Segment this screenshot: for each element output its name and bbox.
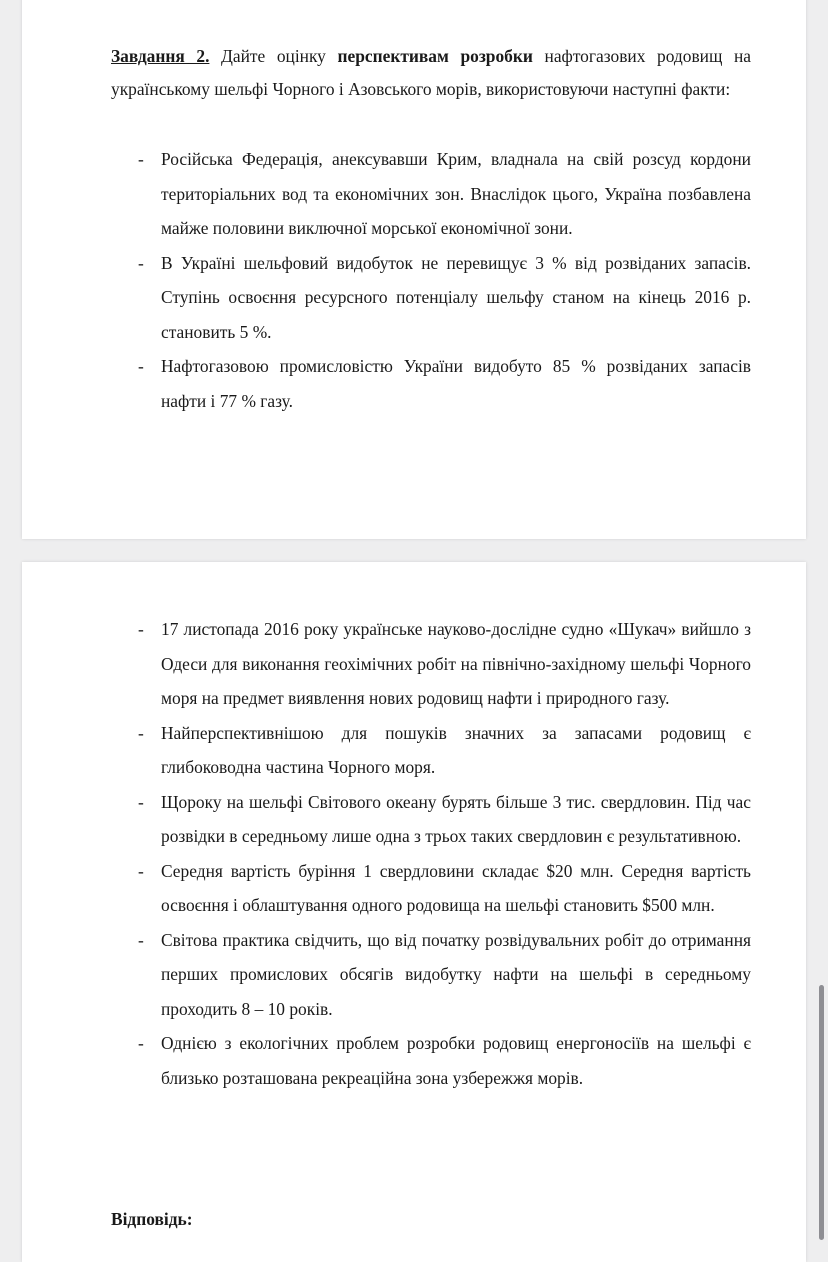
task-statement xyxy=(111,40,751,106)
list-item xyxy=(22,349,751,418)
list-item xyxy=(22,854,751,923)
bullet-dash: - xyxy=(138,929,144,950)
facts-list-page-1 xyxy=(22,142,806,418)
list-item xyxy=(22,246,751,350)
bullet-dash: - xyxy=(138,356,144,376)
task-text-start: Дайте оцінку xyxy=(209,46,338,66)
answer-label: Відповідь: xyxy=(111,1209,193,1229)
document-page-2 xyxy=(22,562,806,1262)
bullet-dash: - xyxy=(138,619,144,639)
list-item xyxy=(22,785,751,854)
task-text-end: нафтогазових родовищ на українському шельфі Чорного і Азовського морів, використовуючи наступні факти: xyxy=(111,46,751,99)
list-item-text: Світова практика свідчить, що від початку розвідувальних робіт до отримання перших промислових обсягів видобутку нафти на шельфі в середньому проходить 8 – 10 років. xyxy=(161,929,751,1019)
list-item xyxy=(22,142,751,246)
bullet-dash: - xyxy=(138,1033,144,1053)
list-item-text: В Україні шельфовий видобуток не перевищує 3 % від розвіданих запасів. Ступінь освоєння ресурсного потенціалу шельфу станом на кінець 2016 р. становить 5 %. xyxy=(161,252,751,342)
list-item-text: Російська Федерація, анексувавши Крим, владнала на свій розсуд кордони територіальних вод та економічних зон. Внаслідок цього, Україна позбавлена майже половини виключної морської економічної зони. xyxy=(161,149,751,238)
list-item-text: 17 листопада 2016 року українське науково-дослідне судно «Шукач» вийшло з Одеси для виконання геохімічних робіт на північно-західному шельфі Чорного моря на предмет виявлення нових родовищ нафти і природного газу. xyxy=(161,619,751,708)
list-item xyxy=(22,612,751,716)
list-item-text: Однією з екологічних проблем розробки родовищ енергоносіїв на шельфі є близько розташована рекреаційна зона узбережжя морів. xyxy=(161,1033,751,1088)
list-item-text: Найперспективнішою для пошуків значних за запасами родовищ є глибоководна частина Чорного моря. xyxy=(161,722,751,777)
facts-list-page-2 xyxy=(22,612,806,1095)
bullet-dash: - xyxy=(138,791,144,812)
list-item xyxy=(22,716,751,785)
bullet-dash: - xyxy=(138,860,144,881)
list-item-text: Середня вартість буріння 1 свердловини складає $20 млн. Середня вартість освоєння і облаштування одного родовища на шельфі становить $500 млн. xyxy=(161,860,751,915)
task-label: Завдання 2. xyxy=(111,46,210,66)
bullet-dash: - xyxy=(138,149,144,169)
list-item-text: Щороку на шельфі Світового океану бурять більше 3 тис. свердловин. Під час розвідки в середньому лише одна з трьох таких свердловин є результативною. xyxy=(161,791,751,846)
list-item-text: Нафтогазовою промисловістю України видобуто 85 % розвіданих запасів нафти і 77 % газу. xyxy=(161,356,751,411)
task-bold-phrase: перспективам розробки xyxy=(337,46,533,66)
document-page-1 xyxy=(22,0,806,539)
vertical-scrollbar[interactable] xyxy=(819,985,824,1240)
list-item xyxy=(22,1026,751,1095)
bullet-dash: - xyxy=(138,252,144,273)
list-item xyxy=(22,923,751,1027)
bullet-dash: - xyxy=(138,722,144,743)
